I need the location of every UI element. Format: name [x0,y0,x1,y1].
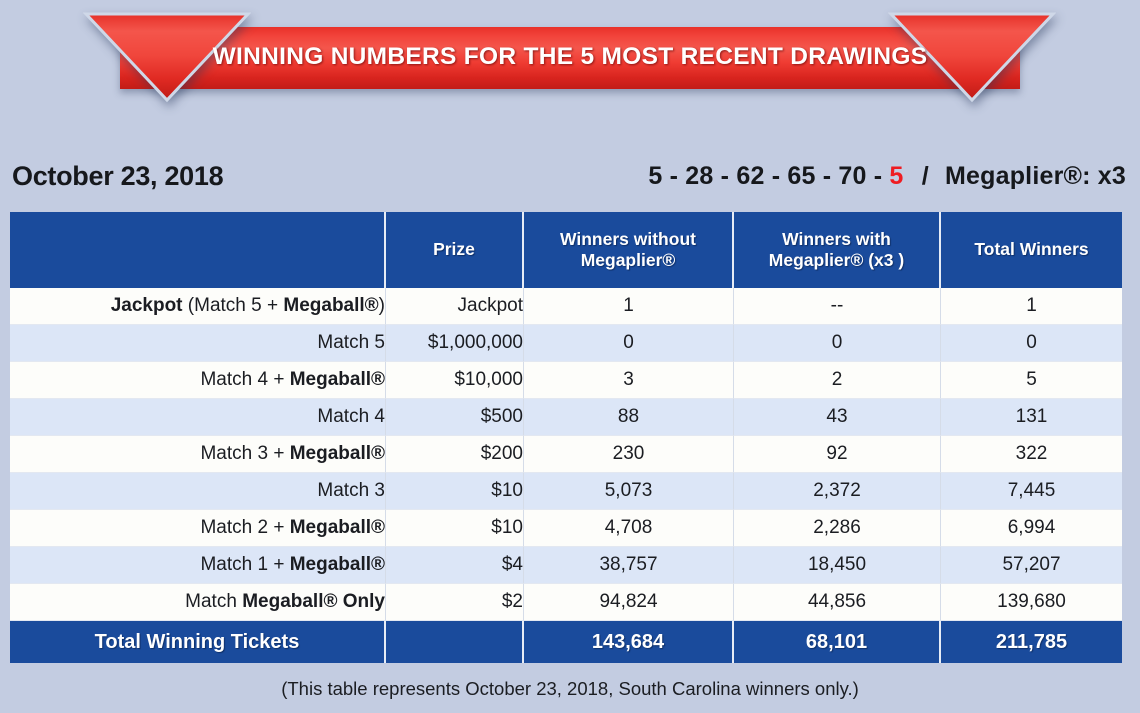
draw-summary [0,154,1140,210]
row-label [10,288,386,325]
draw-date: October 23, 2018 [12,161,224,191]
row-prize: $4 [386,547,524,584]
row-label-text: Match 3 + [200,443,290,464]
row-label [10,399,386,436]
row-winners-without: 5,073 [524,473,734,510]
megaball-number: 5 [889,162,904,190]
column-header-total-winners: Total Winners [941,212,1122,288]
row-label-text: Match 4 [317,406,385,427]
row-label-emphasis: Megaball® [283,295,379,316]
row-prize: $10 [386,510,524,547]
row-winners-without: 3 [524,362,734,399]
row-winners-without: 38,757 [524,547,734,584]
row-prize: $10,000 [386,362,524,399]
totals-prize [386,621,524,663]
row-label-text: ) [378,295,385,316]
table-row [10,325,1122,362]
table-row [10,399,1122,436]
table-footnote: (This table represents October 23, 2018, South Carolina winners only.) [281,678,859,699]
megaplier-value: Megaplier®: x3 [945,162,1126,190]
row-prize: $500 [386,399,524,436]
row-winners-without: 1 [524,288,734,325]
row-winners-with: 18,450 [734,547,941,584]
row-label-emphasis: Megaball® Only [242,591,385,612]
column-header-label [10,212,386,288]
row-winners-without: 94,824 [524,584,734,621]
row-total-winners: 139,680 [941,584,1122,621]
column-header-prize: Prize [386,212,524,288]
totals-total-winners: 211,785 [941,621,1122,663]
row-prize: $2 [386,584,524,621]
row-winners-with: -- [734,288,941,325]
table-footer [10,621,1122,663]
row-prize: $200 [386,436,524,473]
row-label [10,547,386,584]
table-row [10,362,1122,399]
row-label-text: Match 3 [317,480,385,501]
totals-label: Total Winning Tickets [10,621,386,663]
row-label-text: Match 4 + [200,369,290,390]
table-body [10,288,1122,621]
row-winners-with: 2,286 [734,510,941,547]
row-winners-with: 44,856 [734,584,941,621]
row-winners-with: 2 [734,362,941,399]
row-label-emphasis: Jackpot [110,295,183,316]
row-winners-with: 0 [734,325,941,362]
row-winners-with: 43 [734,399,941,436]
row-total-winners: 1 [941,288,1122,325]
row-winners-with: 2,372 [734,473,941,510]
row-label-emphasis: Megaball® [289,554,385,575]
row-label-text: Match [185,591,243,612]
table-row [10,473,1122,510]
winners-without-line2: Megaplier® [580,250,676,270]
row-label-text: Match 1 + [200,554,290,575]
row-prize: $10 [386,473,524,510]
table-row [10,288,1122,325]
row-total-winners: 6,994 [941,510,1122,547]
row-label [10,510,386,547]
totals-winners-without: 143,684 [524,621,734,663]
row-winners-with: 92 [734,436,941,473]
table-header [10,212,1122,288]
winners-with-line1: Winners with [782,228,891,249]
row-label [10,436,386,473]
results-table-wrap [10,212,1122,663]
row-total-winners: 7,445 [941,473,1122,510]
row-winners-without: 88 [524,399,734,436]
banner-title: WINNING NUMBERS FOR THE 5 MOST RECENT DRAWINGS [212,42,928,70]
winners-without-line1: Winners without [560,228,696,249]
totals-winners-with: 68,101 [734,621,941,663]
winners-table [10,212,1122,663]
column-header-winners-with-megaplier [734,212,941,288]
row-total-winners: 322 [941,436,1122,473]
row-label [10,325,386,362]
totals-row [10,621,1122,663]
winners-with-line2: Megaplier® (x3 ) [768,250,905,270]
winning-numbers [648,162,1126,191]
row-label-text: Match 5 [317,332,385,353]
row-label-emphasis: Megaball® [289,369,385,390]
row-winners-without: 4,708 [524,510,734,547]
row-label [10,584,386,621]
banner [0,0,1140,112]
row-label [10,473,386,510]
row-total-winners: 131 [941,399,1122,436]
table-row [10,547,1122,584]
column-header-winners-without-megaplier [524,212,734,288]
white-ball-numbers: 5 - 28 - 62 - 65 - 70 - [648,162,883,190]
row-label [10,362,386,399]
row-total-winners: 0 [941,325,1122,362]
table-row [10,584,1122,621]
row-prize: Jackpot [386,288,524,325]
table-header-row [10,212,1122,288]
row-total-winners: 5 [941,362,1122,399]
numbers-separator: / [921,162,929,190]
row-prize: $1,000,000 [386,325,524,362]
table-row [10,510,1122,547]
row-winners-without: 230 [524,436,734,473]
row-label-emphasis: Megaball® [289,443,385,464]
row-label-text: Match 2 + [200,517,290,538]
row-winners-without: 0 [524,325,734,362]
row-label-emphasis: Megaball® [289,517,385,538]
row-total-winners: 57,207 [941,547,1122,584]
row-label-text: (Match 5 + [182,295,284,316]
table-row [10,436,1122,473]
